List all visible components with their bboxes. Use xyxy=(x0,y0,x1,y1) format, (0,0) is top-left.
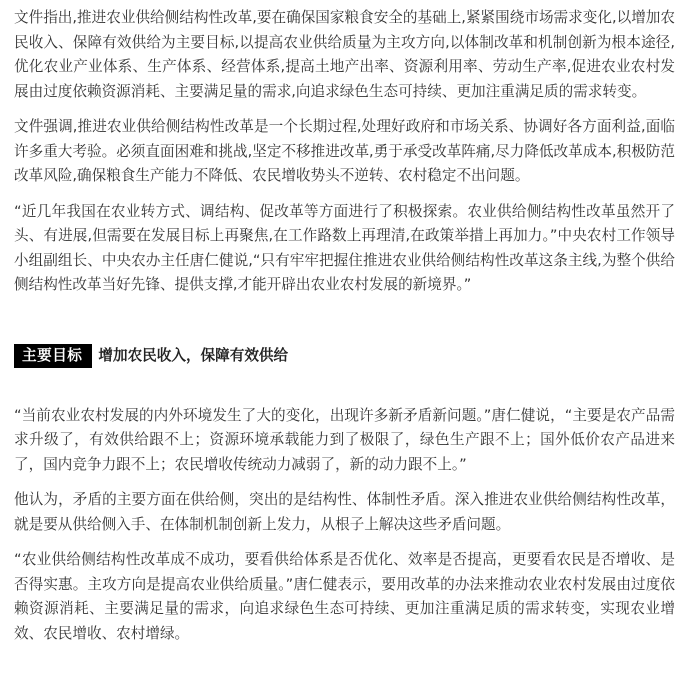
paragraph-document-emphasis: 文件强调,推进农业供给侧结构性改革是一个长期过程,处理好政府和市场关系、协调好各方面利益,面临许多重大考验。必须直面困难和挑战,坚定不移推进改革,勇于承受改革阵痛,尽力降低改革成本,积极防范改革风险,确保粮食生产能力不降低、农民增收势头不逆转、农村稳定不出问题。 xyxy=(14,118,675,184)
section-title: 增加农民收入，保障有效供给 xyxy=(98,346,289,364)
paragraph-reform-success: “农业供给侧结构性改革成不成功，要看供给体系是否优化、效率是否提高，更要看农民是否增收、是否得实惠。主攻方向是提高农业供给质量。”唐仁健表示，要用改革的办法来推动农业农村发展由过度依赖资源消耗、主要满足量的需求，向追求绿色生态可持续、更加注重满足质的需求转变，实现农业增效、农民增收、农村增绿。 xyxy=(14,551,675,642)
paragraph-new-problems: “当前农业农村发展的内外环境发生了大的变化，出现许多新矛盾新问题。”唐仁健说，“主要是农产品需求升级了，有效供给跟不上；资源环境承载能力到了极限了，绿色生产跟不上；国外低价农产品进来了，国内竞争力跟不上；农民增收传统动力减弱了，新的动力跟不上。” xyxy=(14,406,675,473)
paragraph-tang-renjian-quote: “近几年我国在农业转方式、调结构、促改革等方面进行了积极探索。农业供给侧结构性改革虽然开了头、有进展,但需要在发展目标上再聚焦,在工作路数上再理清,在政策举措上再加力。”中央农村工作领导小组副组长、中央农办主任唐仁健说,“只有牢牢把握住推进农业供给侧结构性改革这条主线,为整个供给侧结构性改革当好先锋、提供支撑,才能开辟出农业农村发展的新境界。” xyxy=(14,202,675,293)
section-heading xyxy=(14,344,675,368)
paragraph-document-points: 文件指出,推进农业供给侧结构性改革,要在确保国家粮食安全的基础上,紧紧围绕市场需求变化,以增加农民收入、保障有效供给为主要目标,以提高农业供给质量为主攻方向,以体制改革和机制创新为根本途径,优化农业产业体系、生产体系、经营体系,提高土地产出率、资源利用率、劳动生产率,促进农业农村发展由过度依赖资源消耗、主要满足量的需求,向追求绿色生态可持续、更加注重满足质的需求转变。 xyxy=(14,9,675,100)
paragraph-supply-side-contradictions: 他认为，矛盾的主要方面在供给侧，突出的是结构性、体制性矛盾。深入推进农业供给侧结构性改革，就是要从供给侧入手、在体制机制创新上发力，从根子上解决这些矛盾问题。 xyxy=(14,491,675,533)
section-label: 主要目标 xyxy=(14,344,92,368)
